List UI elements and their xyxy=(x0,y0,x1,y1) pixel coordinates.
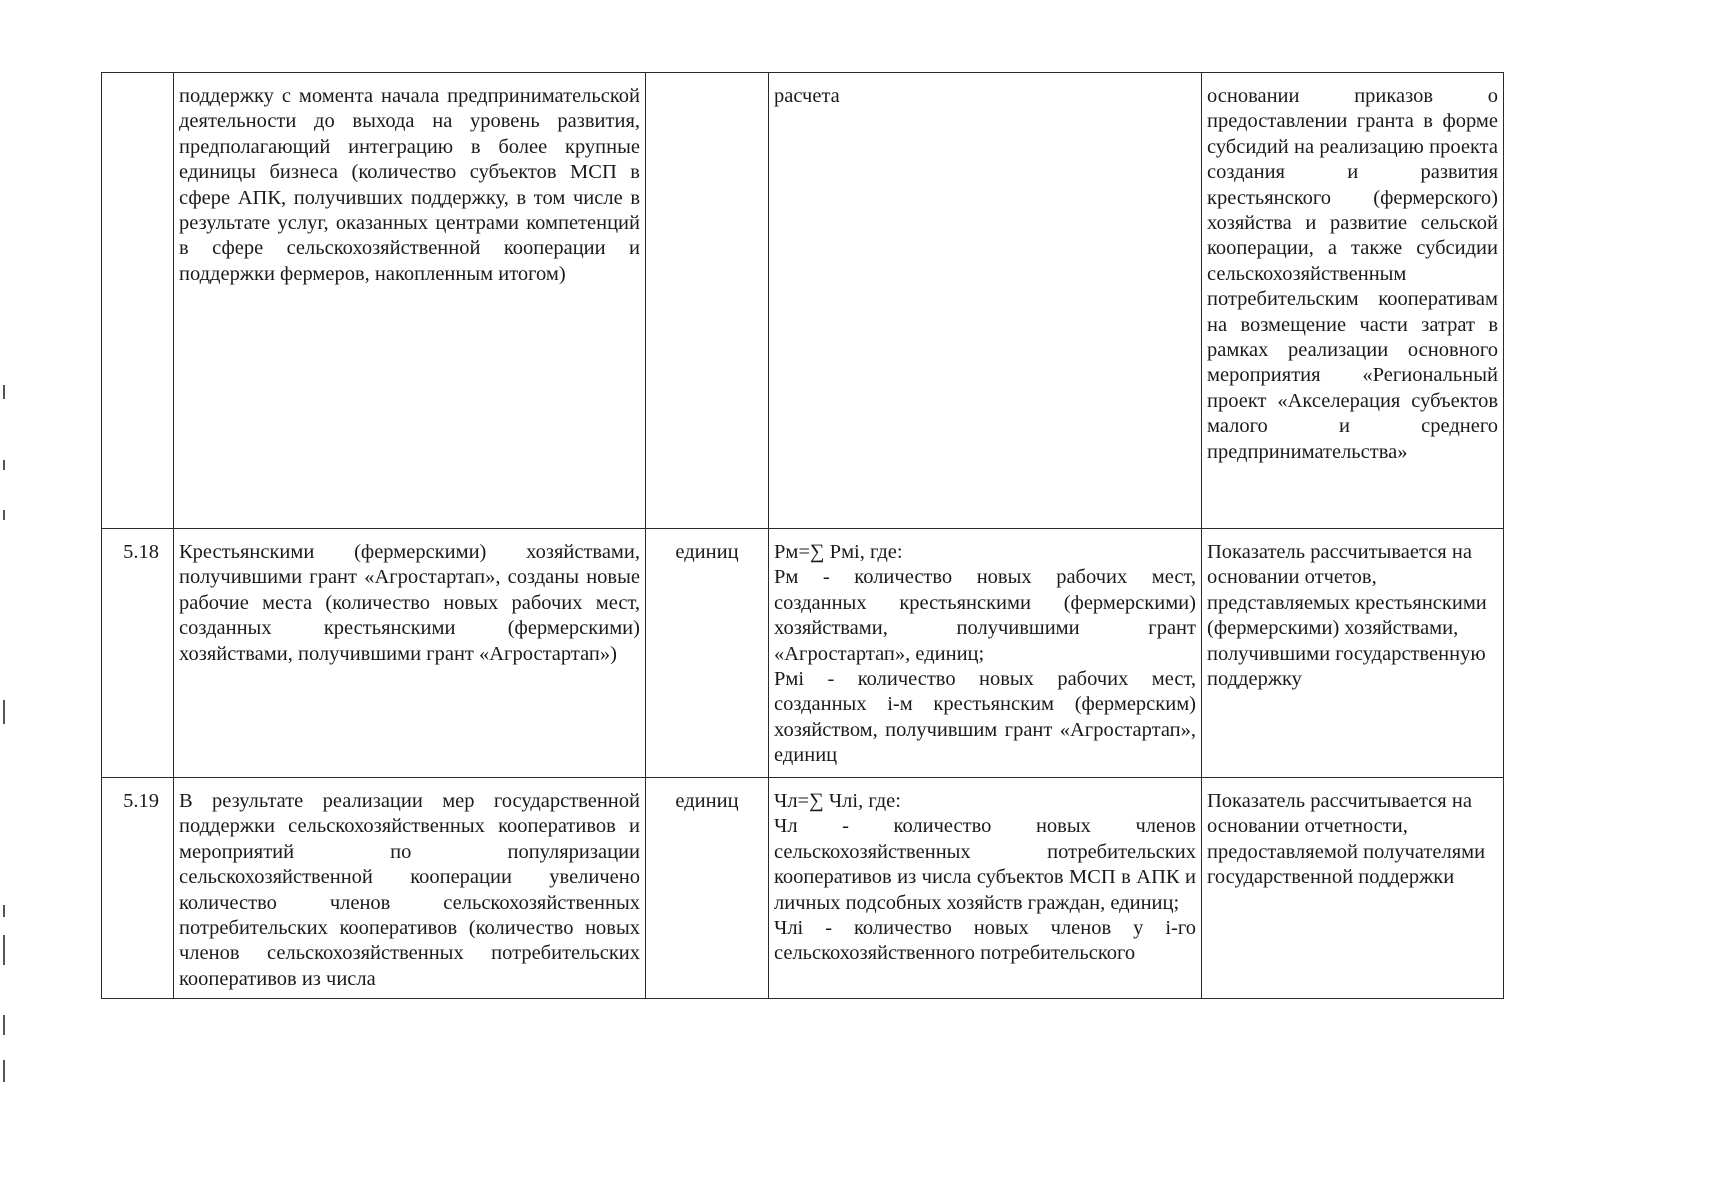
method-line: Чл=∑ Члi, где: xyxy=(774,790,901,812)
method-line: Рм - количество новых рабочих мест, созданных крестьянскими (фермерскими) хозяйствами, получившими грант «Агростартап», единиц; xyxy=(774,566,1196,665)
unit-cell: единиц xyxy=(646,529,769,778)
method-line: расчета xyxy=(774,85,840,107)
method-line: Члi - количество новых членов у i-го сельскохозяйственного потребительского xyxy=(774,917,1196,965)
source-cell: Показатель рассчитывается на основании отчетности, предоставляемой получателями государственной поддержки xyxy=(1202,778,1504,999)
scan-mark xyxy=(3,460,5,470)
scan-mark xyxy=(3,510,5,520)
scan-mark xyxy=(3,385,5,399)
source-cell: основании приказов о предоставлении гранта в форме субсидий на реализацию проекта создания и развития крестьянского (фермерского) хозяйства и развитие сельской кооперации, а также субсидии сельскохозяйственным потребительским кооперативам на возмещение части затрат в рамках реализации основного мероприятия «Региональный проект «Акселерация субъектов малого и среднего предпринимательства» xyxy=(1202,73,1504,529)
scan-mark xyxy=(3,905,5,917)
indicators-table xyxy=(101,72,1504,999)
row-number xyxy=(102,73,174,529)
indicator-cell: Крестьянскими (фермерскими) хозяйствами, получившими грант «Агростартап», созданы новые рабочие места (количество новых рабочих мест, созданных крестьянскими (фермерскими) хозяйствами, получившими грант «Агростартап») xyxy=(174,529,646,778)
method-line: Рмi - количество новых рабочих мест, созданных i-м крестьянским (фермерским) хозяйством, получившим грант «Агростартап», единиц xyxy=(774,668,1196,767)
source-cell: Показатель рассчитывается на основании отчетов, представляемых крестьянскими (фермерскими) хозяйствами, получившими государственную поддержку xyxy=(1202,529,1504,778)
table-row xyxy=(102,529,1504,778)
scan-mark xyxy=(3,935,5,965)
scan-mark xyxy=(3,1015,5,1035)
row-number: 5.18 xyxy=(102,529,174,778)
method-cell xyxy=(769,73,1202,529)
indicator-cell: поддержку с момента начала предпринимательской деятельности до выхода на уровень развития, предполагающий интеграцию в более крупные единицы бизнеса (количество субъектов МСП в сфере АПК, получивших поддержку, в том числе в результате услуг, оказанных центрами компетенций в сфере сельскохозяйственной кооперации и поддержки фермеров, накопленным итогом) xyxy=(174,73,646,529)
method-line: Рм=∑ Рмi, где: xyxy=(774,541,903,563)
method-line: Чл - количество новых членов сельскохозяйственных потребительских кооперативов из числа субъектов МСП в АПК и личных подсобных хозяйств граждан, единиц; xyxy=(774,815,1196,914)
row-number: 5.19 xyxy=(102,778,174,999)
method-cell xyxy=(769,529,1202,778)
unit-cell xyxy=(646,73,769,529)
scan-mark xyxy=(3,700,5,724)
scan-mark xyxy=(3,1060,5,1082)
method-cell xyxy=(769,778,1202,999)
indicator-cell: В результате реализации мер государственной поддержки сельскохозяйственных кооперативов и мероприятий по популяризации сельскохозяйственной кооперации увеличено количество членов сельскохозяйственных потребительских кооперативов (количество новых членов сельскохозяйственных потребительских кооперативов из числа xyxy=(174,778,646,999)
table-row xyxy=(102,778,1504,999)
table-row xyxy=(102,73,1504,529)
unit-cell: единиц xyxy=(646,778,769,999)
